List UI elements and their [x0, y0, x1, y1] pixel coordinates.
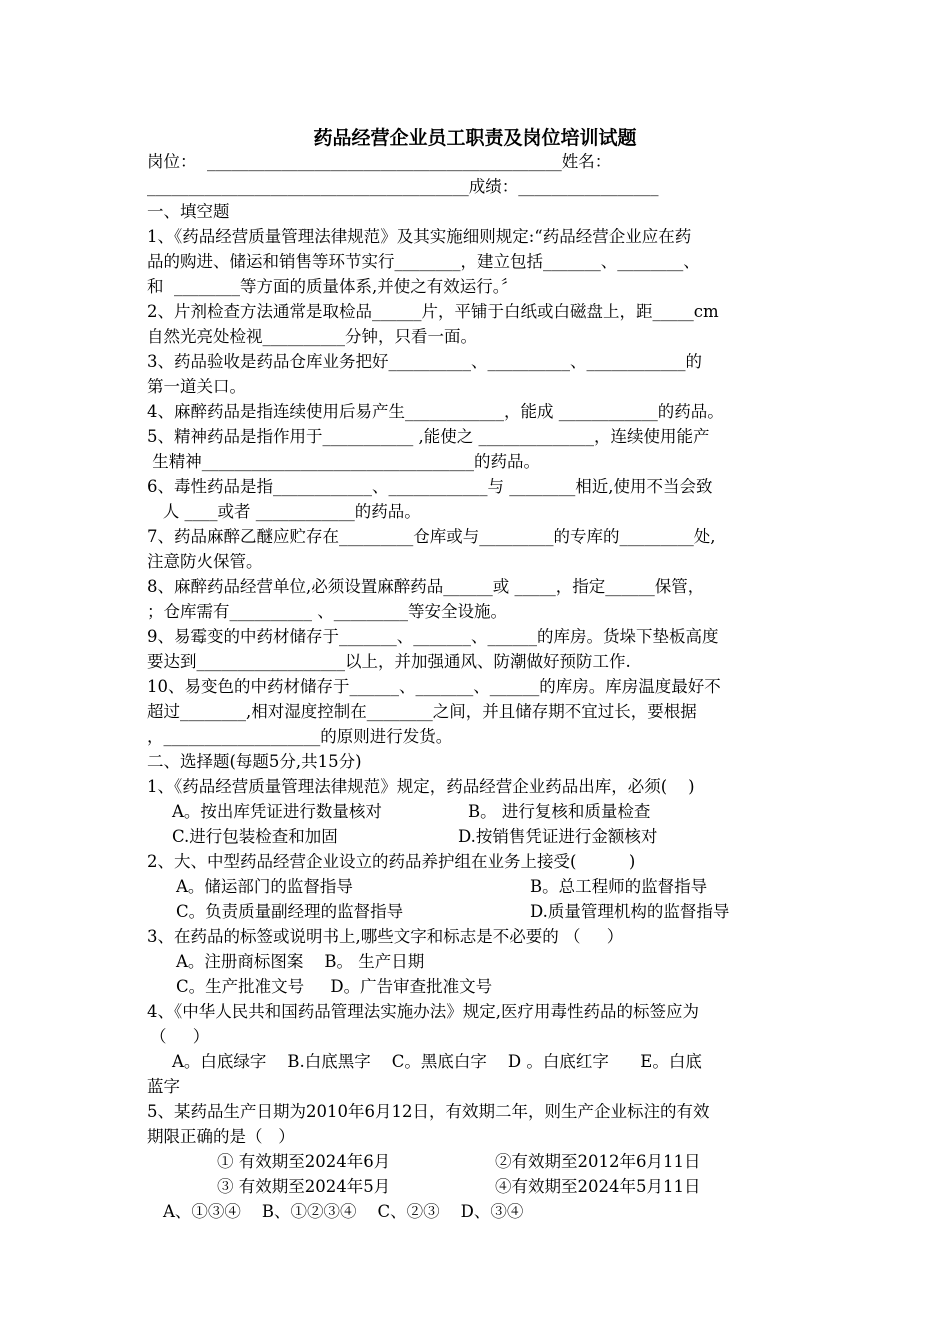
q1-stem: 1、《药品经营质量管理法律规范》规定，药品经营企业药品出库，必须( )	[147, 777, 695, 796]
fill-line: 9、易霉变的中药材储存于_______、_______、______的库房。货垛下垫板高度	[147, 627, 719, 646]
q3-stem: 3、在药品的标签或说明书上,哪些文字和标志是不必要的 （ ）	[147, 927, 624, 946]
fill-line: 第一道关口。	[147, 377, 246, 396]
fill-line: 2、片剂检查方法通常是取检品______片，平铺于白纸或白磁盘上，距_____cm	[147, 302, 719, 321]
q5-answers: A、①③④ B、①②③④ C、②③ D、③④	[163, 1202, 524, 1221]
q3-options-cd: C。生产批准文号 D。广告审查批准文号	[176, 977, 493, 996]
q4-paren: （ ）	[150, 1027, 210, 1046]
q3-options-ab: A。注册商标图案 B。 生产日期	[176, 952, 425, 971]
fill-line: 和 ________等方面的质量体系,并使之有效运行。〞	[147, 277, 518, 296]
fill-line: 要达到__________________以上，并加强通风、防潮做好预防工作.	[147, 652, 631, 671]
q5-option-3: ③ 有效期至2024年5月	[217, 1177, 391, 1196]
fill-line: 4、麻醉药品是指连续使用后易产生____________，能成 ____________的药品。	[147, 402, 724, 421]
q1-option-d: D.按销售凭证进行金额核对	[458, 827, 658, 846]
fill-line: 3、药品验收是药品仓库业务把好__________、__________、____________的	[147, 352, 702, 371]
fill-line: 5、精神药品是指作用于___________ ,能使之 ______________，连续使用能产	[147, 427, 710, 446]
fill-line: 10、易变色的中药材储存于______、_______、______的库房。库房温度最好不	[147, 677, 721, 696]
fill-line: 超过________,相对湿度控制在________之间，并且储存期不宜过长，要根据	[147, 702, 697, 721]
fill-line: 6、毒性药品是指____________、____________与 ________相近,使用不当会致	[147, 477, 713, 496]
q4-options-tail: 蓝字	[147, 1077, 180, 1096]
fill-line: 生精神_________________________________的药品。	[147, 452, 540, 471]
q4-stem: 4、《中华人民共和国药品管理法实施办法》规定,医疗用毒性药品的标签应为	[147, 1002, 699, 1021]
q5-option-4: ④有效期至2024年5月11日	[495, 1177, 701, 1196]
fill-line: 1、《药品经营质量管理法律规范》及其实施细则规定:“药品经营企业应在药	[147, 227, 692, 246]
q4-options: A。白底绿字 B.白底黑字 C。黑底白字 D 。白底红字 E。白底	[172, 1052, 702, 1071]
q2-option-d: D.质量管理机构的监督指导	[530, 902, 730, 921]
page-title: 药品经营企业员工职责及岗位培训试题	[313, 127, 637, 149]
header-score-line: _______________________________________成绩：_________________	[147, 177, 659, 196]
q2-option-c: C。负责质量副经理的监督指导	[176, 902, 404, 921]
section1-heading: 一、填空题	[147, 202, 230, 221]
fill-line: ；仓库需有__________ 、_________等安全设施。	[147, 602, 507, 621]
fill-line: 注意防火保管。	[147, 552, 263, 571]
header-position-name-line: 岗位： ___________________________________________姓名：	[147, 152, 612, 171]
q1-option-b: B。 进行复核和质量检查	[468, 802, 651, 821]
q1-option-a: A。按出库凭证进行数量核对	[172, 802, 382, 821]
fill-line: 人 ____或者 ____________的药品。	[147, 502, 421, 521]
fill-line: 8、麻醉药品经营单位,必须设置麻醉药品______或 _____，指定______保管，	[147, 577, 705, 596]
q5-stem-cont: 期限正确的是（ ）	[147, 1127, 295, 1146]
section2-heading: 二、选择题(每题5分,共15分)	[147, 752, 362, 771]
q5-stem: 5、某药品生产日期为2010年6月12日，有效期二年，则生产企业标注的有效	[147, 1102, 710, 1121]
fill-line: ，___________________的原则进行发货。	[147, 727, 453, 746]
q2-stem: 2、大、中型药品经营企业设立的药品养护组在业务上接受( )	[147, 852, 636, 871]
fill-line: 品的购进、储运和销售等环节实行________，建立包括_______、________、	[147, 252, 700, 271]
fill-line: 自然光亮处检视__________分钟，只看一面。	[147, 327, 477, 346]
q1-option-c: C.进行包装检查和加固	[172, 827, 338, 846]
q5-option-1: ① 有效期至2024年6月	[217, 1152, 391, 1171]
fill-line: 7、药品麻醉乙醚应贮存在_________仓库或与_________的专库的_________处,	[147, 527, 716, 546]
q2-option-a: A。储运部门的监督指导	[176, 877, 353, 896]
q2-option-b: B。总工程师的监督指导	[530, 877, 708, 896]
q5-option-2: ②有效期至2012年6月11日	[495, 1152, 701, 1171]
